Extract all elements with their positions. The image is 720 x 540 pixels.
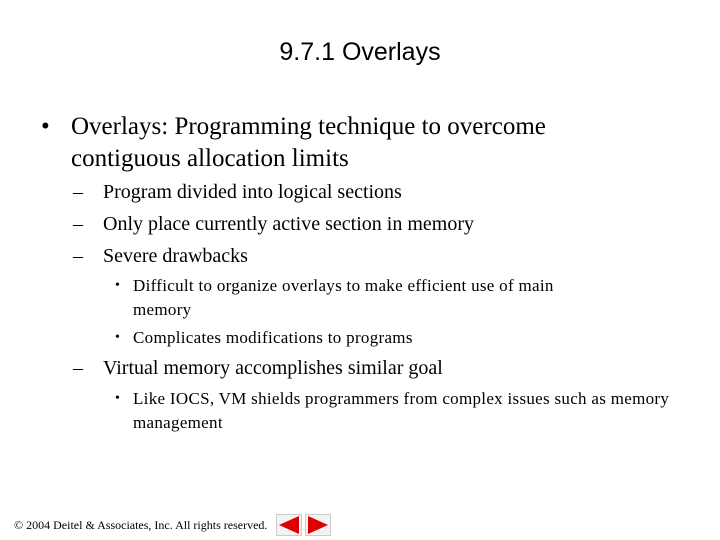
vm-detail-text: Like IOCS, VM shields programmers from complex issues such as memory management	[133, 389, 670, 432]
triangle-right-icon	[306, 515, 330, 535]
dash-marker: –	[73, 357, 83, 379]
sub-item-severe-drawbacks	[73, 240, 637, 272]
drawback-text: Difficult to organize overlays to make efficient use of main memory	[133, 276, 554, 319]
sub-item-program-divided	[73, 176, 637, 208]
sub-item-text: Severe drawbacks	[103, 245, 248, 267]
triangle-left-icon	[277, 515, 301, 535]
sub-item-active-section	[73, 208, 637, 240]
bullet-text: Overlays: Programming technique to overcome contiguous allocation limits	[71, 113, 546, 172]
slide-title: 9.7.1 Overlays	[279, 38, 441, 66]
bullet-overlays	[41, 111, 647, 175]
bullet-marker: •	[115, 391, 120, 406]
sub-item-text: Only place currently active section in memory	[103, 213, 474, 235]
copyright-footer: © 2004 Deitel & Associates, Inc. All rights reserved.	[14, 518, 268, 532]
sub-item-text: Virtual memory accomplishes similar goal	[103, 357, 443, 379]
next-slide-button[interactable]	[305, 514, 331, 536]
bullet-marker: •	[115, 330, 120, 345]
bullet-marker: •	[115, 278, 120, 293]
dash-marker: –	[73, 213, 83, 235]
sub-item-text: Program divided into logical sections	[103, 181, 402, 203]
vm-detail-item	[115, 387, 685, 435]
sub-item-virtual-memory	[73, 352, 637, 384]
dash-marker: –	[73, 245, 83, 267]
drawback-item-complicates	[115, 326, 675, 350]
drawback-item-difficult	[115, 274, 615, 322]
drawback-text: Complicates modifications to programs	[133, 328, 413, 347]
previous-slide-button[interactable]	[276, 514, 302, 536]
dash-marker: –	[73, 181, 83, 203]
bullet-marker: •	[41, 113, 50, 140]
